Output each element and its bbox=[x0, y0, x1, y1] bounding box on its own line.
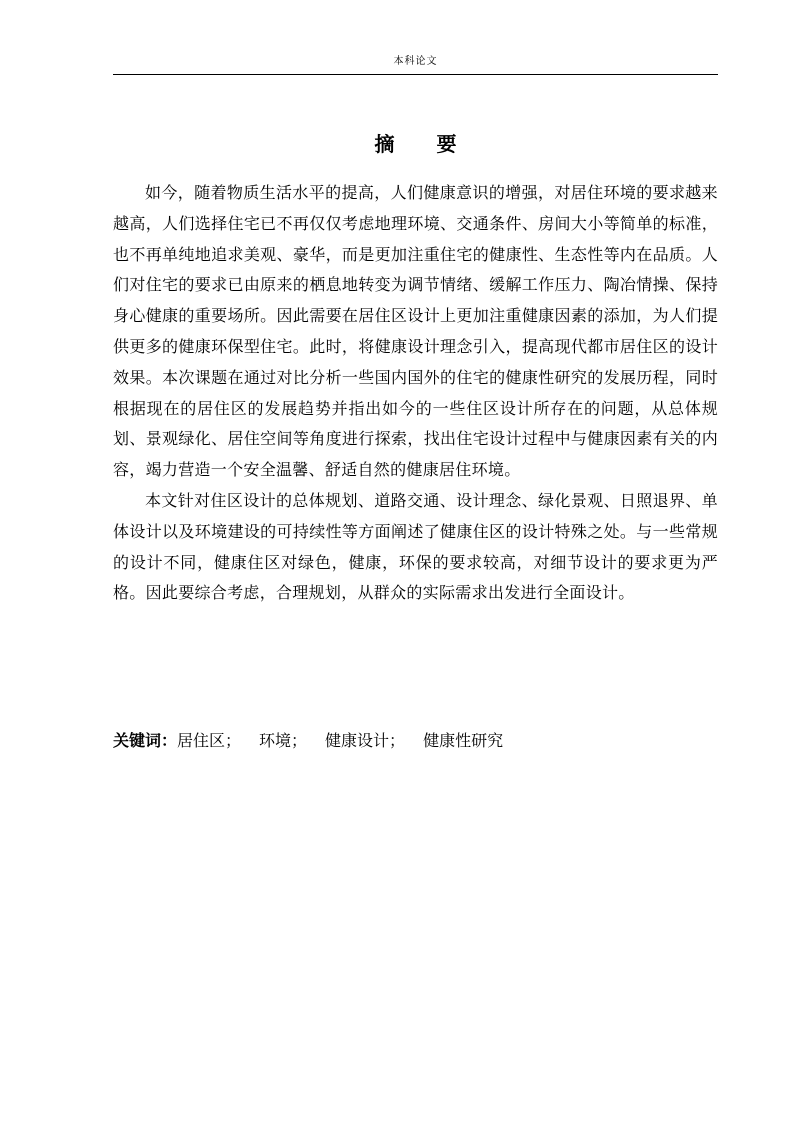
keywords-label: 关键词： bbox=[113, 731, 178, 750]
abstract-title-char-2: 要 bbox=[436, 132, 457, 156]
abstract-paragraph-1: 如今，随着物质生活水平的提高，人们健康意识的增强，对居住环境的要求越来越高，人们选择住宅已不再仅仅考虑地理环境、交通条件、房间大小等简单的标准，也不再单纯地追求美观、豪华，而是更加注重住宅的健康性、生态性等内在品质。人们对住宅的要求已由原来的栖息地转变为调节情绪、缓解工作压力、陶冶情操、保持身心健康的重要场所。因此需要在居住区设计上更加注重健康因素的添加，为人们提供更多的健康环保型住宅。此时，将健康设计理念引入，提高现代都市居住区的设计效果。本次课题在通过对比分析一些国内国外的住宅的健康性研究的发展历程，同时根据现在的居住区的发展趋势并指出如今的一些住区设计所存在的问题，从总体规划、景观绿化、居住空间等角度进行探索，找出住宅设计过程中与健康因素有关的内容，竭力营造一个安全温馨、舒适自然的健康居住环境。 bbox=[113, 183, 718, 480]
abstract-title bbox=[113, 130, 718, 158]
keywords-line bbox=[113, 729, 718, 753]
keyword-item: 居住区； bbox=[177, 731, 242, 750]
page-header bbox=[113, 52, 718, 75]
abstract-body bbox=[113, 178, 718, 609]
keyword-item: 健康性研究 bbox=[423, 731, 504, 750]
keyword-item: 环境； bbox=[259, 731, 308, 750]
abstract-title-char-1: 摘 bbox=[374, 132, 395, 156]
header-title: 本科论文 bbox=[393, 56, 438, 67]
abstract-paragraph-2: 本文针对住区设计的总体规划、道路交通、设计理念、绿化景观、日照退界、单体设计以及环境建设的可持续性等方面阐述了健康住区的设计特殊之处。与一些常规的设计不同，健康住区对绿色，健康，环保的要求较高，对细节设计的要求更为严格。因此要综合考虑，合理规划，从群众的实际需求出发进行全面设计。 bbox=[113, 490, 718, 603]
keyword-item: 健康设计； bbox=[325, 731, 406, 750]
